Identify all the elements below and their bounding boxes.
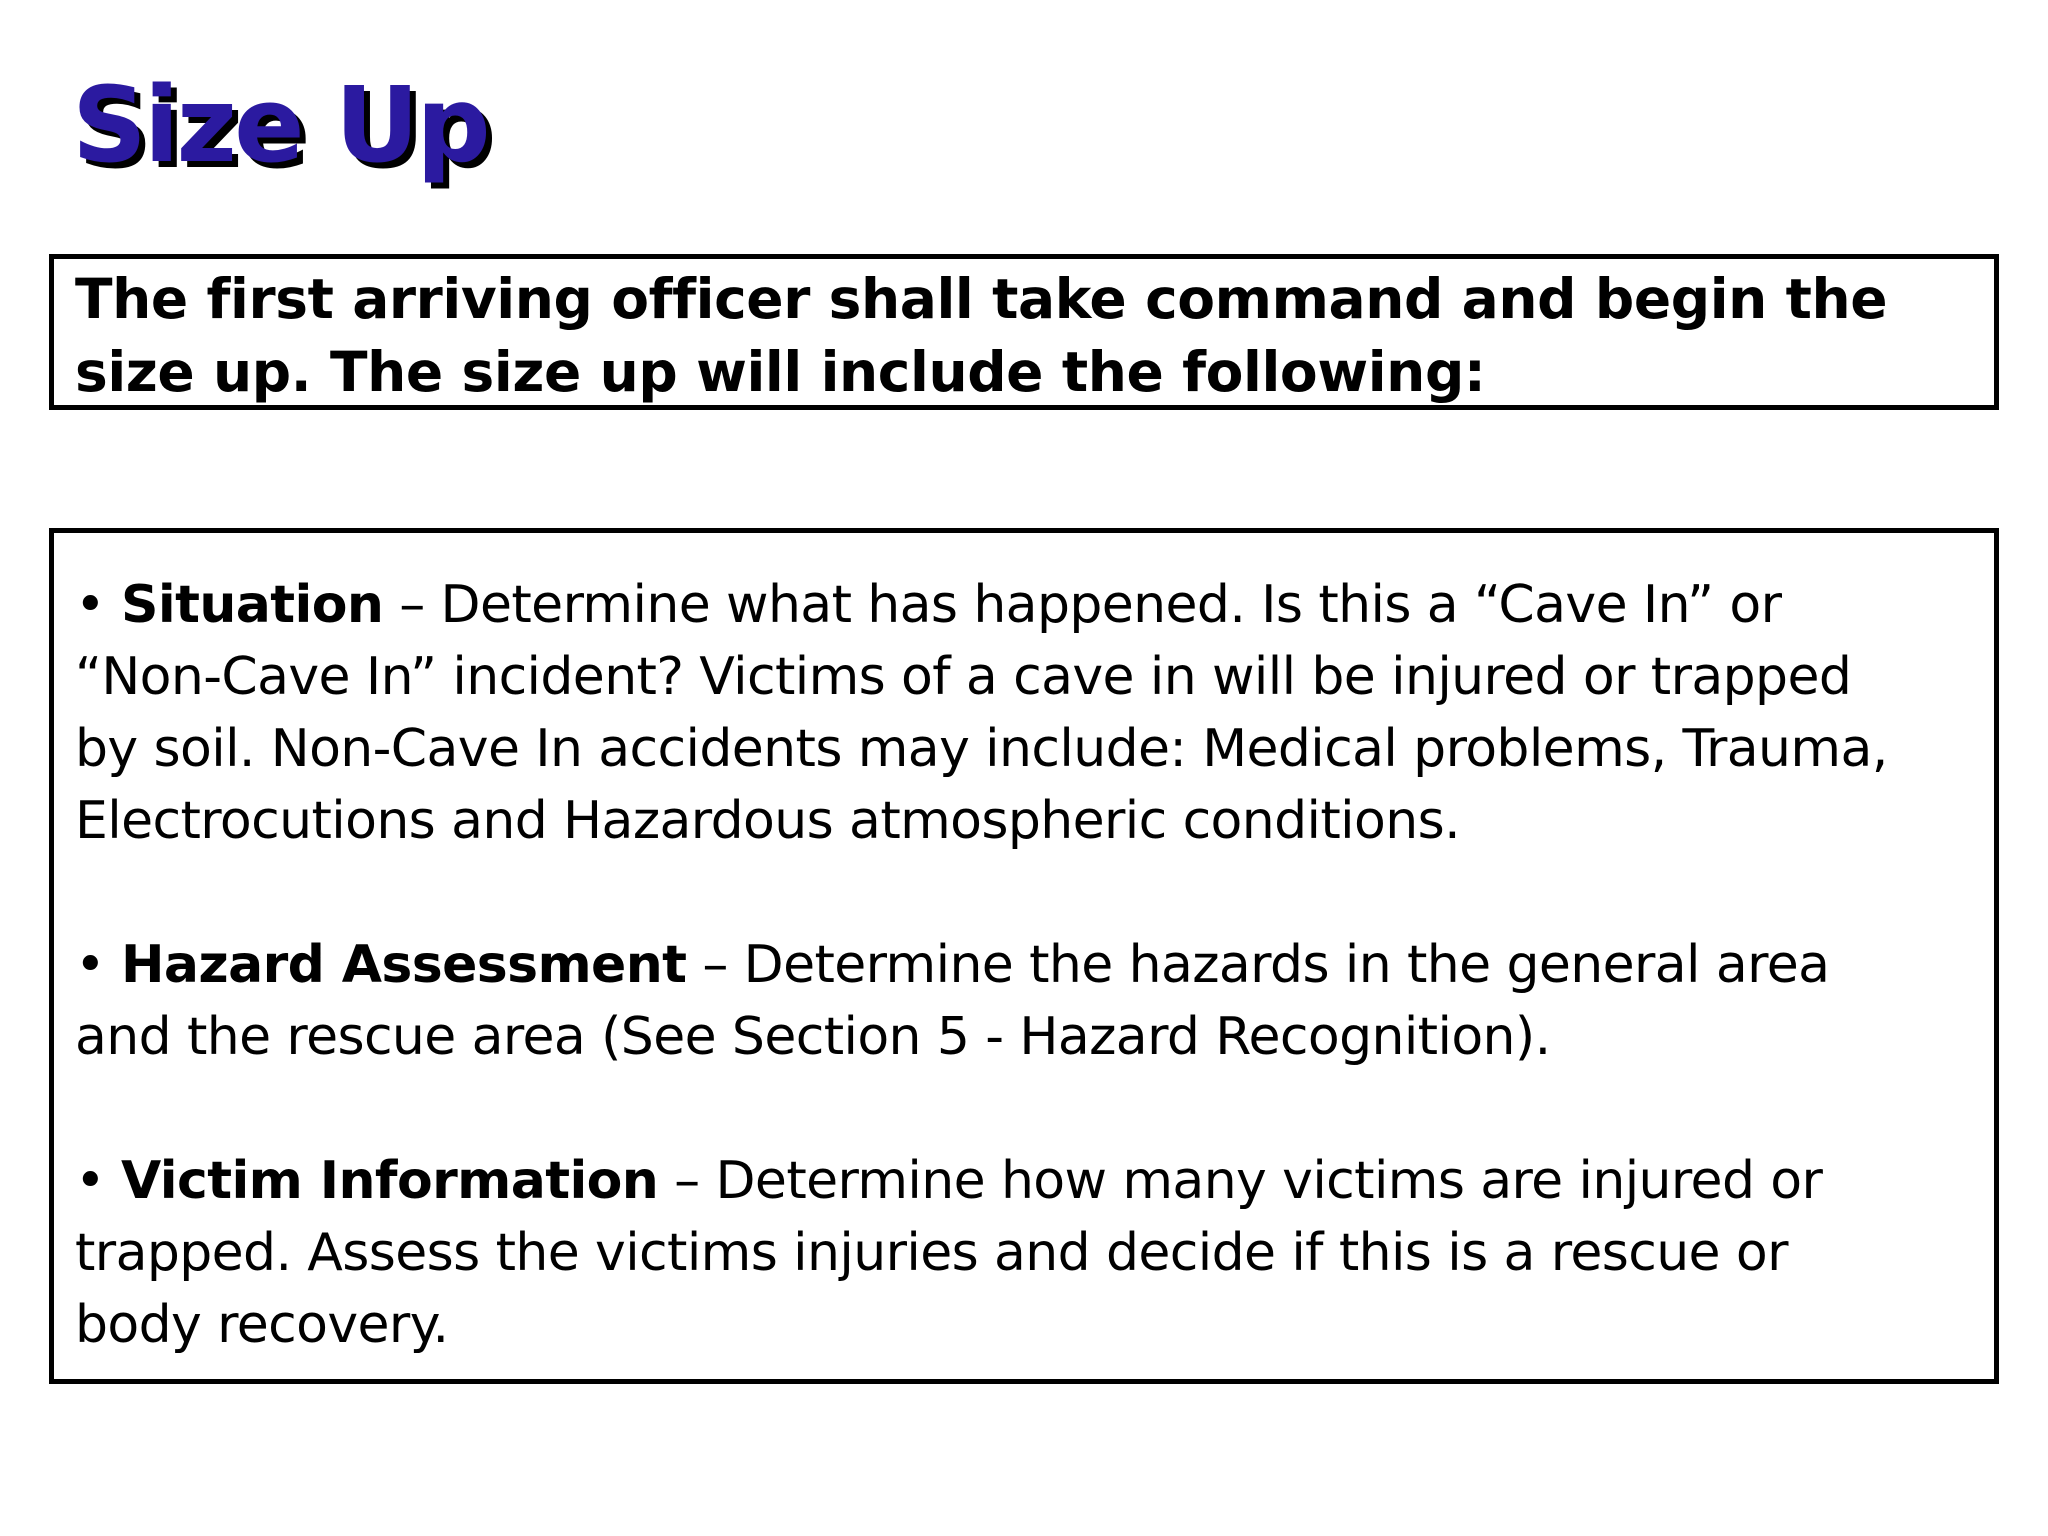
intro-box: [49, 254, 1999, 410]
bullet-line: and the rescue area (See Section 5 - Hazard Recognition).: [75, 1007, 1551, 1067]
bullet-marker: •: [75, 575, 106, 635]
bullet-victim-information: [75, 1145, 1994, 1361]
intro-text: [75, 259, 1994, 409]
intro-line: size up. The size up will include the following:: [75, 340, 1486, 404]
intro-line: The first arriving officer shall take command and begin the: [75, 267, 1888, 331]
bullet-term: Victim Information: [121, 1151, 659, 1211]
bullet-term: Hazard Assessment: [121, 935, 687, 995]
bullet-text: – Determine the hazards in the general area: [686, 935, 1830, 995]
bullet-first-line: [75, 929, 1994, 1001]
bullet-marker: •: [75, 935, 106, 995]
bullet-line: Electrocutions and Hazardous atmospheric conditions.: [75, 791, 1461, 851]
bullet-first-line: [75, 1145, 1994, 1217]
slide-title: Size Up: [72, 64, 488, 186]
bullet-marker: •: [75, 1151, 106, 1211]
bullet-line: body recovery.: [75, 1295, 449, 1355]
bullet-text: – Determine how many victims are injured or: [658, 1151, 1823, 1211]
bullet-line: trapped. Assess the victims injuries and decide if this is a rescue or: [75, 1223, 1788, 1283]
content-box: [49, 528, 1999, 1384]
bullet-first-line: [75, 569, 1994, 641]
bullet-text: – Determine what has happened. Is this a “Cave In” or: [383, 575, 1782, 635]
bullet-term: Situation: [121, 575, 384, 635]
bullet-line: “Non-Cave In” incident? Victims of a cave in will be injured or trapped: [75, 647, 1852, 707]
bullet-situation: [75, 569, 1994, 857]
bullet-hazard-assessment: [75, 929, 1994, 1073]
bullet-line: by soil. Non-Cave In accidents may include: Medical problems, Trauma,: [75, 719, 1888, 779]
